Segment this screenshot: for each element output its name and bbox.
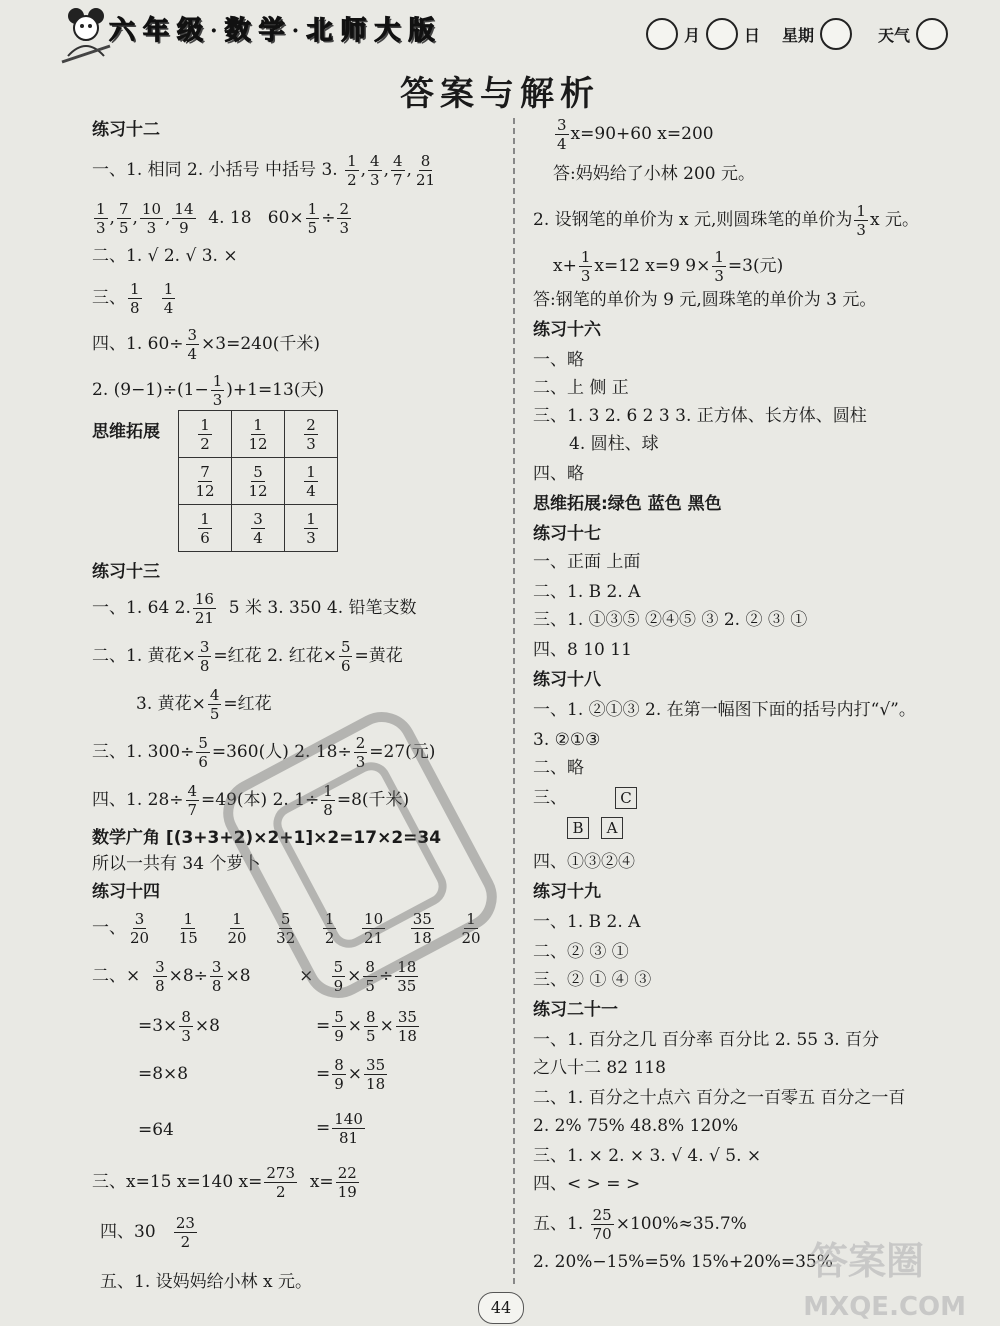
- answer-line: 四、30 $\frac{23}{2}$: [100, 1214, 195, 1251]
- answer-line: 二、② ③ ①: [533, 942, 629, 962]
- answer-line: 三、x=15 x=140 x= $\frac{273}{2}$ x= $\frac{22}{19}$: [92, 1164, 357, 1201]
- day-label: 日: [743, 25, 760, 45]
- banner-char: ·: [291, 18, 300, 44]
- answer-line: 一、1. 64 2. $\frac{16}{21}$ 5 米 3. 350 4. 铅笔支数: [92, 590, 417, 627]
- grid-cell: $\frac{7}{12}$: [179, 458, 232, 505]
- answer-line: 二、1. 百分之十点六 百分之一百零五 百分之一百: [533, 1088, 906, 1108]
- weekday-label: 星期: [781, 25, 814, 45]
- answer-line: 三、1. 300÷ $\frac{5}{6}$ =360(人) 2. 18÷ $\frac{2}{3}$ =27(元): [92, 734, 436, 771]
- watermark-url: MXQE.COM: [803, 1292, 966, 1322]
- answer-line: 一、1. 百分之几 百分率 百分比 2. 55 3. 百分: [533, 1030, 880, 1050]
- section-heading: 练习十二: [92, 120, 160, 140]
- answer-line: = $\frac{140}{81}$: [316, 1110, 363, 1147]
- grid-cell: $\frac{1}{12}$: [232, 411, 285, 458]
- banner-char: 学: [258, 16, 285, 46]
- series-banner: [108, 12, 435, 50]
- section-heading: 练习十八: [533, 670, 601, 690]
- weather-label: 天气: [877, 25, 910, 45]
- date-weather-bar: [646, 18, 948, 50]
- banner-char: 版: [408, 16, 435, 46]
- answer-line: 答:妈妈给了小林 200 元。: [553, 164, 755, 184]
- answer-line: 二、× $\frac{3}{8}$ ×8÷ $\frac{3}{8}$ ×8 × $\frac{5}{9}$ × $\frac{8}{5}$ ÷ $\frac{18}{35}$: [92, 958, 417, 995]
- weekday-circle[interactable]: [820, 18, 852, 50]
- answer-line: =64: [138, 1120, 174, 1140]
- answer-line: 一、1. B 2. A: [533, 912, 641, 932]
- answer-line: 四、8 10 11: [533, 640, 632, 660]
- answer-line: 二、上 侧 正: [533, 378, 629, 398]
- watermark-badge: 答案圈: [810, 1239, 925, 1283]
- grid-cell: $\frac{1}{3}$: [285, 505, 338, 552]
- banner-char: 师: [340, 16, 367, 46]
- section-heading: 练习二十一: [533, 1000, 618, 1020]
- answer-line: 4. 圆柱、球: [569, 434, 659, 454]
- grid-cell: $\frac{1}{6}$: [179, 505, 232, 552]
- answer-line: 一、正面 上面: [533, 552, 641, 572]
- banner-char: 数: [224, 16, 251, 46]
- mascot-logo: [58, 6, 114, 66]
- magic-square-grid: [178, 410, 338, 552]
- answer-line: 2. 2% 75% 48.8% 120%: [533, 1116, 739, 1136]
- option-box-b: B: [567, 817, 589, 839]
- answer-line: $\frac{3}{4}$ x=90+60 x=200: [557, 116, 714, 153]
- banner-char: ·: [210, 18, 218, 44]
- answer-line: 答:钢笔的单价为 9 元,圆珠笔的单价为 3 元。: [533, 290, 877, 310]
- answer-line: 一、1. 相同 2. 小括号 中括号 3. $\frac{1}{2}$ , $\frac{4}{3}$ , $\frac{4}{7}$ , $\frac{8}{21}$: [92, 152, 436, 189]
- grid-cell: $\frac{1}{4}$: [285, 458, 338, 505]
- answer-line: [567, 816, 635, 840]
- banner-char: 北: [306, 16, 333, 46]
- answer-line: 二、略: [533, 758, 584, 778]
- page-title: 答案与解析: [400, 74, 600, 114]
- grid-cell: $\frac{1}{2}$: [179, 411, 232, 458]
- grid-cell: $\frac{5}{12}$: [232, 458, 285, 505]
- answer-line: 四、< > = >: [533, 1174, 641, 1194]
- answer-line: 二、1. 黄花× $\frac{3}{8}$ =红花 2. 红花× $\frac{5}{6}$ =黄花: [92, 638, 403, 675]
- answer-line: 2. (9−1)÷(1− $\frac{1}{3}$ )+1=13(天): [92, 372, 325, 409]
- answer-line: 三、② ① ④ ③: [533, 970, 652, 990]
- answer-line: 一、 $\frac{3}{20}$ $\frac{1}{15}$ $\frac{1}{20}$ $\frac{5}{32}$ $\frac{1}{2}$ $\frac{10}{21}$ $\frac{35}{18}$ $\frac{1}{20}$: [92, 910, 481, 947]
- banner-char: 级: [176, 16, 203, 46]
- answer-line: 3. 黄花× $\frac{4}{5}$ =红花: [136, 686, 272, 723]
- answer-line: 三、1. × 2. × 3. √ 4. √ 5. ×: [533, 1146, 762, 1166]
- answer-line: 所以一共有 34 个萝卜: [92, 854, 261, 874]
- answer-line: x+ $\frac{1}{3}$ x=12 x=9 9× $\frac{1}{3}$ =3(元): [553, 248, 784, 285]
- weather-circle[interactable]: [916, 18, 948, 50]
- answer-line: 三、1. 3 2. 6 2 3 3. 正方体、长方体、圆柱: [533, 406, 867, 426]
- answer-line: =3× $\frac{8}{3}$ ×8: [138, 1008, 220, 1045]
- answer-line: 2. 设钢笔的单价为 x 元,则圆珠笔的单价为 $\frac{1}{3}$ x 元。: [533, 202, 919, 239]
- answer-line: 四、1. 28÷ $\frac{4}{7}$ =49(本) 2. 1÷ $\frac{1}{8}$ =8(千米): [92, 782, 410, 819]
- page-number: 44: [478, 1292, 524, 1324]
- answer-line: 三、 $\frac{1}{8}$ $\frac{1}{4}$: [92, 280, 174, 317]
- banner-char: 六: [108, 16, 135, 46]
- answer-line: =8×8: [138, 1064, 189, 1084]
- column-divider: [513, 118, 515, 1284]
- answer-line: 2. 20%−15%=5% 15%+20%=35%: [533, 1252, 833, 1272]
- answer-line: 三、 C: [533, 786, 649, 810]
- day-circle[interactable]: [706, 18, 738, 50]
- grid-cell: $\frac{3}{4}$: [232, 505, 285, 552]
- answer-line: 3. ②①③: [533, 730, 601, 750]
- answer-line: 五、1. 设妈妈给小林 x 元。: [100, 1272, 313, 1292]
- section-heading: 练习十九: [533, 882, 601, 902]
- grid-cell: $\frac{2}{3}$: [285, 411, 338, 458]
- section-heading: 思维拓展:绿色 蓝色 黑色: [533, 494, 722, 514]
- month-label: 月: [683, 25, 700, 45]
- section-heading: 练习十三: [92, 562, 160, 582]
- option-box-a: A: [601, 817, 623, 839]
- month-circle[interactable]: [646, 18, 678, 50]
- answer-line: 四、1. 60÷ $\frac{3}{4}$ ×3=240(千米): [92, 326, 321, 363]
- banner-char: 年: [142, 16, 169, 46]
- answer-line: 数学广角 [(3+3+2)×2+1]×2=17×2=34: [92, 828, 442, 848]
- section-heading: 思维拓展: [92, 422, 160, 442]
- section-heading: 练习十七: [533, 524, 601, 544]
- answer-line: 四、①③②④: [533, 852, 635, 872]
- answer-line: = $\frac{5}{9}$ × $\frac{8}{5}$ × $\frac{35}{18}$: [316, 1008, 417, 1045]
- section-heading: 练习十六: [533, 320, 601, 340]
- answer-line: 之八十二 82 118: [533, 1058, 666, 1078]
- answer-line: 三、1. ①③⑤ ②④⑤ ③ 2. ② ③ ①: [533, 610, 808, 630]
- answer-line: 二、1. B 2. A: [533, 582, 641, 602]
- answer-line: = $\frac{8}{9}$ × $\frac{35}{18}$: [316, 1056, 386, 1093]
- answer-line: 一、略: [533, 350, 584, 370]
- answer-line: 五、1. $\frac{25}{70}$ ×100%≈35.7%: [533, 1206, 747, 1243]
- section-heading: 练习十四: [92, 882, 160, 902]
- answer-line: $\frac{1}{3}$ , $\frac{7}{5}$ , $\frac{10}{3}$ , $\frac{14}{9}$ 4. 18 60× $\frac{1}{5}$ ÷ $\frac{2}{3}$: [96, 200, 349, 237]
- answer-line: 一、1. ②①③ 2. 在第一幅图下面的括号内打“√”。: [533, 700, 916, 720]
- answer-line: 四、略: [533, 464, 584, 484]
- banner-char: 大: [374, 16, 401, 46]
- answer-line: 二、1. √ 2. √ 3. ×: [92, 246, 238, 266]
- option-box-c: C: [615, 787, 637, 809]
